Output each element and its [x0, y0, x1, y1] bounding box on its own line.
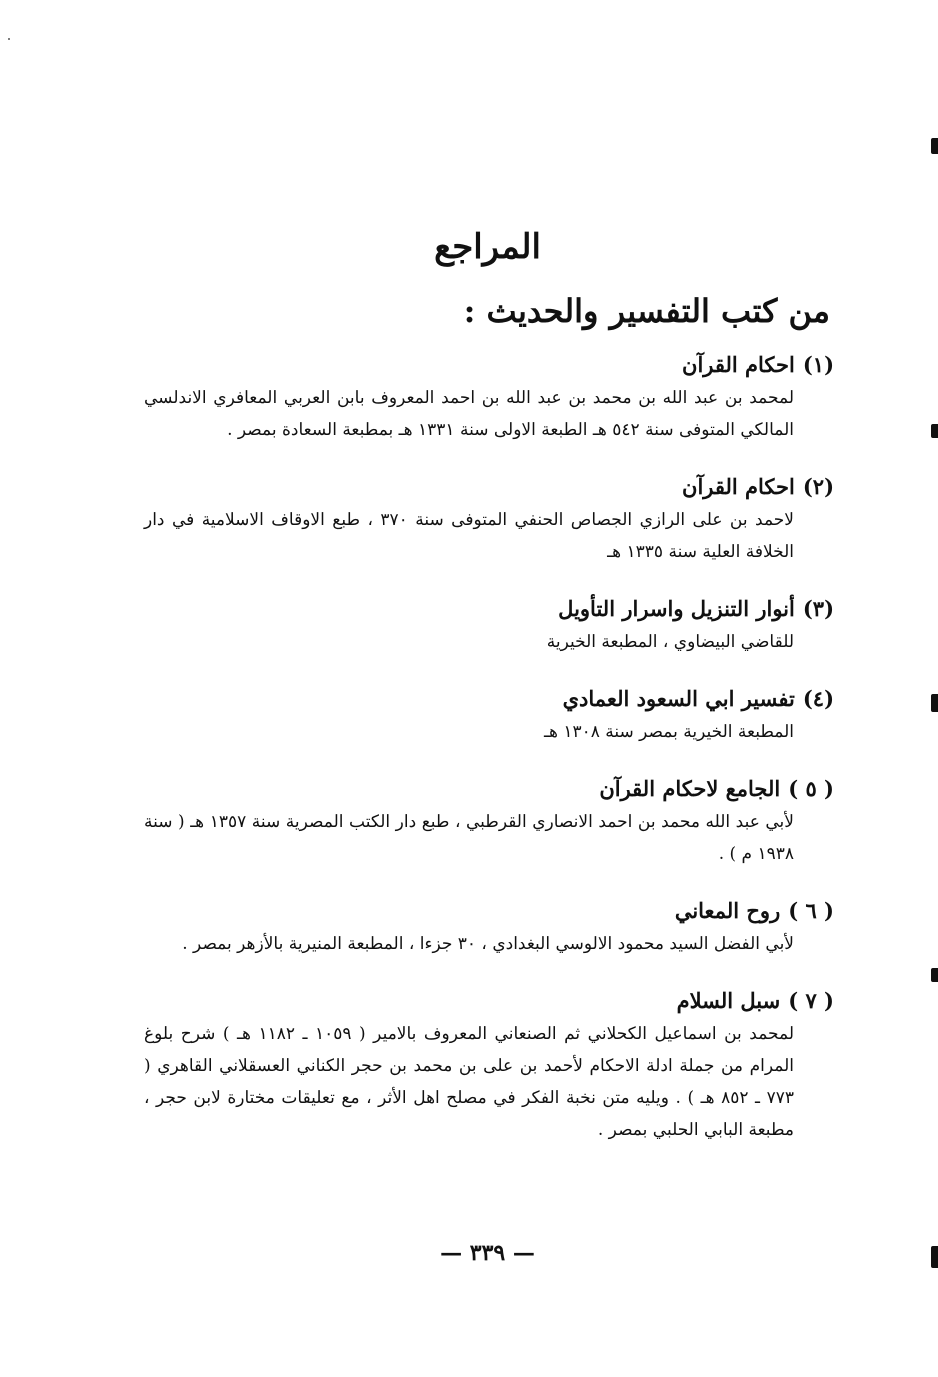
- entry-heading: [144, 894, 834, 928]
- reference-entry: [144, 984, 834, 1146]
- entry-title: أنوار التنزيل واسرار التأويل: [558, 596, 795, 621]
- entry-title: الجامع لاحكام القرآن: [599, 776, 781, 801]
- page-number: — ٣٣٩ —: [440, 1240, 535, 1266]
- entry-title: روح المعاني: [674, 898, 781, 923]
- page-edge-mark: [931, 968, 938, 982]
- entry-title: احكام القرآن: [682, 474, 795, 499]
- entry-body: لأبي عبد الله محمد بن احمد الانصاري القرطبي ، طبع دار الكتب المصرية سنة ١٣٥٧ هـ ( سنة ١٩٣٨ م ) .: [144, 812, 794, 864]
- entry-body: لاحمد بن على الرازي الجصاص الحنفي المتوفى سنة ٣٧٠ ، طبع الاوقاف الاسلامية في دار الخلافة العلية سنة ١٣٣٥ هـ: [144, 510, 795, 562]
- entry-heading: [144, 682, 834, 716]
- reference-entry: [144, 682, 834, 748]
- reference-entry: [144, 772, 834, 870]
- reference-entry: [144, 348, 834, 446]
- entry-number: (٤): [802, 686, 834, 711]
- page-edge-mark: [931, 424, 938, 438]
- entry-number: ( ٦ ): [788, 898, 834, 923]
- page-edge-mark: [931, 138, 938, 154]
- entry-body: لمحمد بن اسماعيل الكحلاني ثم الصنعاني المعروف بالامير ( ١٠٥٩ ـ ١١٨٢ هـ ) شرح بلوغ المرام من جملة ادلة الاحكام لأحمد بن على بن محمد بن حجر الكناني العسقلاني القاهري ( ٧٧٣ ـ ٨٥٢ هـ ) . ويليه متن نخبة الفكر في مصلح اهل الأثر ، مع تعليقات مختارة لابن حجر ، مطبعة البابي الحلبي بمصر .: [144, 1024, 795, 1140]
- entry-number: ( ٥ ): [788, 776, 834, 801]
- entry-heading: [144, 470, 834, 504]
- entry-number: (١): [802, 352, 834, 377]
- entry-heading: [144, 772, 834, 806]
- entry-body: المطبعة الخيرية بمصر سنة ١٣٠٨ هـ: [543, 722, 794, 742]
- entry-number: (٢): [802, 474, 834, 499]
- entry-body: لمحمد بن عبد الله بن محمد بن عبد الله بن احمد المعروف بابن العربي المعافري الاندلسي المالكي المتوفى سنة ٥٤٢ هـ الطبعة الاولى سنة ١٣٣١ هـ بمطبعة السعادة بمصر .: [144, 388, 794, 440]
- entry-number: (٣): [802, 596, 834, 621]
- page-edge-mark: [931, 694, 938, 712]
- reference-entry: [144, 592, 834, 658]
- section-heading: من كتب التفسير والحديث :: [463, 292, 830, 330]
- page-title: المراجع: [434, 227, 541, 267]
- reference-entry: [144, 470, 834, 568]
- scan-speck: [8, 38, 10, 40]
- entry-number: ( ٧ ): [788, 988, 834, 1013]
- entry-body: لأبي الفضل السيد محمود الالوسي البغدادي ، ٣٠ جزءا ، المطبعة المنيرية بالأزهر بمصر .: [182, 934, 794, 954]
- entry-heading: [144, 592, 834, 626]
- entry-body: للقاضي البيضاوي ، المطبعة الخيرية: [546, 632, 794, 652]
- entry-title: احكام القرآن: [682, 352, 795, 377]
- entry-title: سبل السلام: [676, 988, 781, 1013]
- entry-heading: [144, 348, 834, 382]
- entry-title: تفسير ابي السعود العمادي: [562, 686, 795, 711]
- entry-heading: [144, 984, 834, 1018]
- reference-entry: [144, 894, 834, 960]
- reference-list: [144, 348, 834, 1170]
